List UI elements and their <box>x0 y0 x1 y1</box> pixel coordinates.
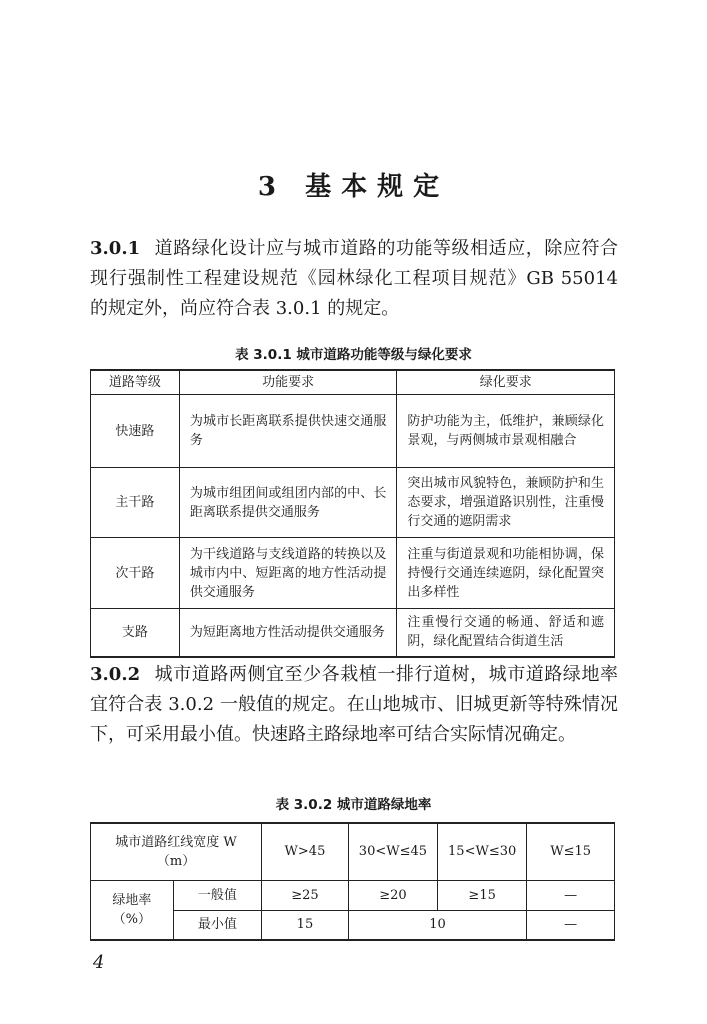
page-number: 4 <box>93 952 105 973</box>
function-cell: 为城市长距离联系提供快速交通服务 <box>179 395 397 468</box>
value-cell: — <box>527 910 615 940</box>
road-level-cell: 次干路 <box>91 538 180 609</box>
table-row <box>91 468 615 538</box>
width-range-cell: W>45 <box>262 823 349 880</box>
section-text: 城市道路两侧宜至少各栽植一排行道树，城市道路绿地率宜符合表 3.0.2 一般值的规定。在山地城市、旧城更新等特殊情况下，可采用最小值。快速路主路绿地率可结合实际情况确定。 <box>90 664 618 745</box>
green-ratio-label-cell: 绿地率（%） <box>91 880 174 940</box>
section-number: 3.0.1 <box>90 238 141 259</box>
greening-cell: 注重慢行交通的畅通、舒适和遮阴，绿化配置结合街道生活 <box>397 609 615 657</box>
value-cell: 10 <box>348 910 526 940</box>
function-cell: 为干线道路与支线道路的转换以及城市内中、短距离的地方性活动提供交通服务 <box>179 538 397 609</box>
table-header-row <box>91 823 615 880</box>
function-cell: 为短距离地方性活动提供交通服务 <box>179 609 397 657</box>
road-level-cell: 主干路 <box>91 468 180 538</box>
width-header-cell: 城市道路红线宽度 W（m） <box>91 823 262 880</box>
greening-cell: 突出城市风貌特色，兼顾防护和生态要求，增强道路识别性，注重慢行交通的遮阴需求 <box>397 468 615 538</box>
section-3-0-1 <box>90 234 618 324</box>
table-row <box>91 880 615 910</box>
header-cell: 道路等级 <box>91 370 180 395</box>
road-level-cell: 快速路 <box>91 395 180 468</box>
value-cell: ≥20 <box>348 880 437 910</box>
value-cell: 15 <box>262 910 349 940</box>
road-level-cell: 支路 <box>91 609 180 657</box>
header-cell: 绿化要求 <box>397 370 615 395</box>
table-caption: 表 3.0.1 城市道路功能等级与绿化要求 <box>235 347 472 363</box>
table-row <box>91 395 615 468</box>
table-row <box>91 609 615 657</box>
function-cell: 为城市组团间或组团内部的中、长距离联系提供交通服务 <box>179 468 397 538</box>
min-value-label: 最小值 <box>173 910 261 940</box>
value-cell: — <box>527 880 615 910</box>
section-number: 3.0.2 <box>90 664 141 685</box>
header-cell: 功能要求 <box>179 370 397 395</box>
width-range-cell: W≤15 <box>527 823 615 880</box>
general-value-label: 一般值 <box>173 880 261 910</box>
value-cell: ≥25 <box>262 880 349 910</box>
table-header-row <box>91 370 615 395</box>
value-cell: ≥15 <box>438 880 527 910</box>
section-text: 道路绿化设计应与城市道路的功能等级相适应，除应符合现行强制性工程建设规范《园林绿化工程项目规范》GB 55014 的规定外，尚应符合表 3.0.1 的规定。 <box>90 238 618 319</box>
width-range-cell: 30<W≤45 <box>348 823 437 880</box>
section-3-0-2 <box>90 660 618 750</box>
road-function-table <box>90 369 615 658</box>
table-caption: 表 3.0.2 城市道路绿地率 <box>275 797 432 813</box>
green-ratio-table <box>90 822 615 941</box>
greening-cell: 防护功能为主，低维护，兼顾绿化景观，与两侧城市景观相融合 <box>397 395 615 468</box>
width-range-cell: 15<W≤30 <box>438 823 527 880</box>
chapter-title: 3 基本规定 <box>257 172 450 202</box>
greening-cell: 注重与街道景观和功能相协调，保持慢行交通连续遮阴，绿化配置突出多样性 <box>397 538 615 609</box>
table-row <box>91 538 615 609</box>
